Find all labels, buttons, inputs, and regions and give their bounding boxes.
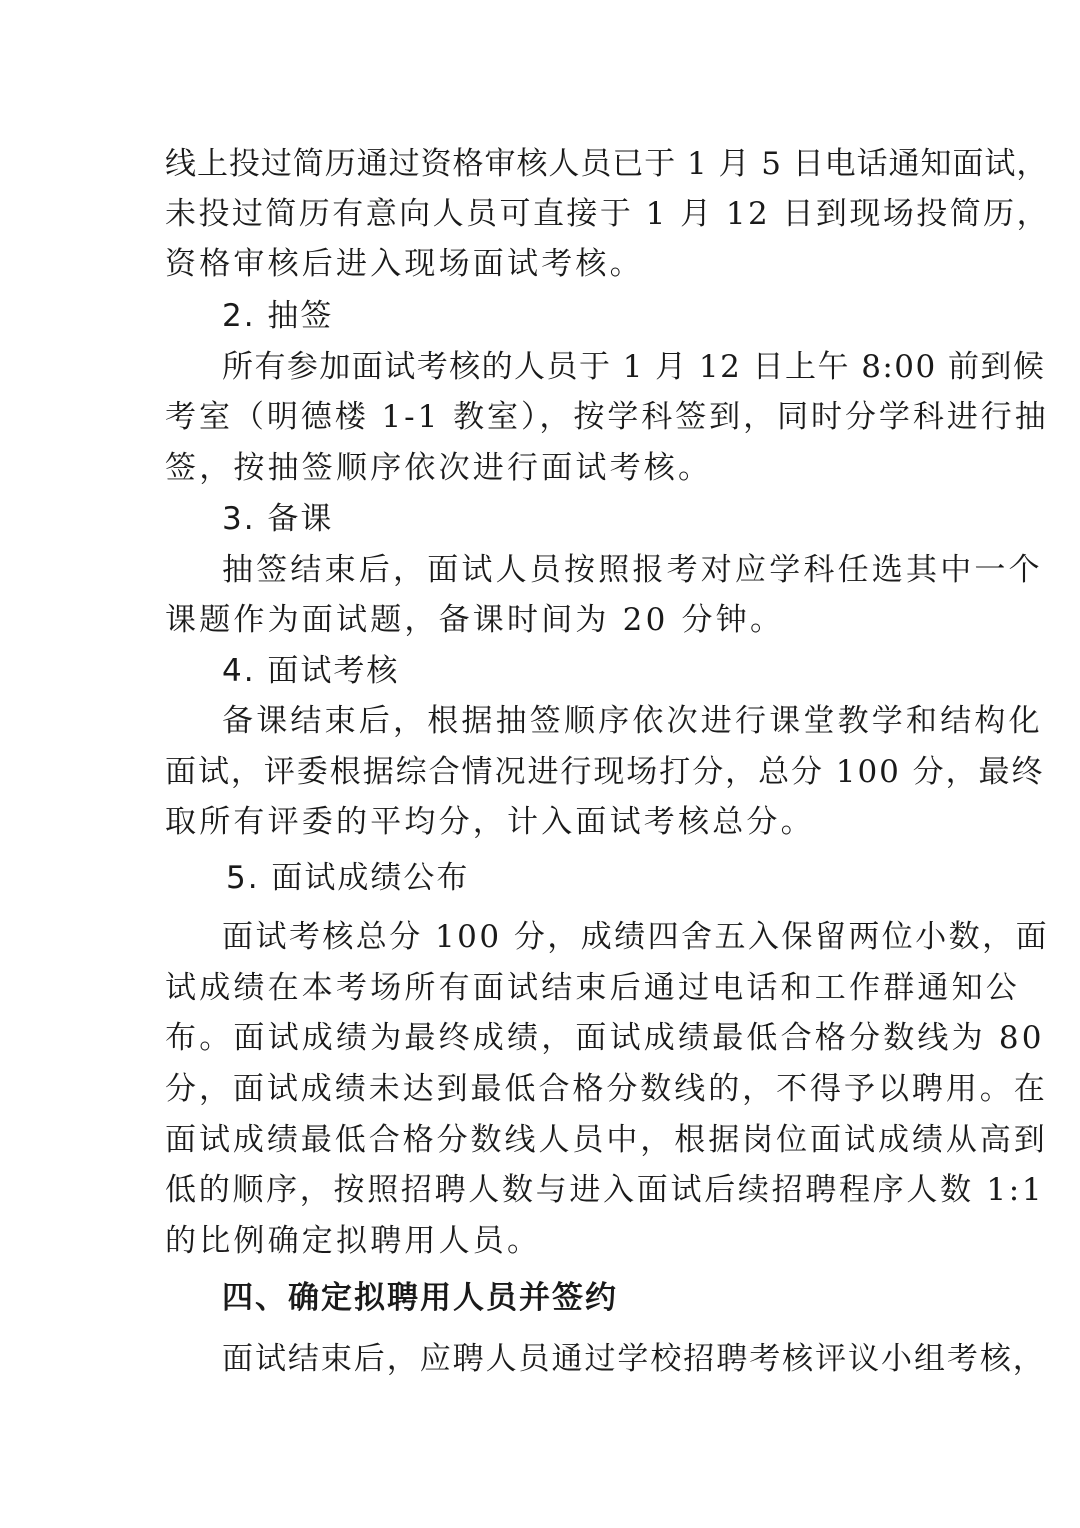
section-heading-interview: 4. 面试考核 xyxy=(222,653,400,689)
section-heading-results: 5. 面试成绩公布 xyxy=(226,860,470,896)
paragraph-line: 面试考核总分 100 分，成绩四舍五入保留两位小数，面 xyxy=(222,919,1050,955)
intro-line: 资格审核后进入现场面试考核。 xyxy=(165,246,644,282)
paragraph-line: 面试成绩最低合格分数线人员中，根据岗位面试成绩从高到 xyxy=(165,1122,1048,1158)
paragraph-line: 布。面试成绩为最终成绩，面试成绩最低合格分数线为 80 xyxy=(165,1020,1045,1056)
paragraph-line: 抽签结束后，面试人员按照报考对应学科任选其中一个 xyxy=(222,552,1043,588)
section-heading-lesson-prep: 3. 备课 xyxy=(222,501,334,537)
paragraph-line: 面试结束后，应聘人员通过学校招聘考核评议小组考核， xyxy=(222,1341,1046,1377)
paragraph-line: 的比例确定拟聘用人员。 xyxy=(165,1223,542,1259)
section-heading-lottery: 2. 抽签 xyxy=(222,298,334,334)
paragraph-line: 所有参加面试考核的人员于 1 月 12 日上午 8:00 前到候 xyxy=(222,349,1046,385)
intro-line: 线上投过简历通过资格审核人员已于 1 月 5 日电话通知面试， xyxy=(165,146,1049,182)
paragraph-line: 面试，评委根据综合情况进行现场打分，总分 100 分，最终 xyxy=(165,754,1045,790)
part-four-heading: 四、确定拟聘用人员并签约 xyxy=(222,1280,618,1316)
paragraph-line: 低的顺序，按照招聘人数与进入面试后续招聘程序人数 1:1 xyxy=(165,1172,1045,1208)
paragraph-line: 试成绩在本考场所有面试结束后通过电话和工作群通知公 xyxy=(165,970,1020,1006)
paragraph-line: 课题作为面试题，备课时间为 20 分钟。 xyxy=(165,602,785,638)
intro-line: 未投过简历有意向人员可直接于 1 月 12 日到现场投简历， xyxy=(165,196,1051,232)
paragraph-line: 备课结束后，根据抽签顺序依次进行课堂教学和结构化 xyxy=(222,703,1043,739)
paragraph-line: 考室（明德楼 1-1 教室），按学科签到，同时分学科进行抽 xyxy=(165,399,1049,435)
paragraph-line: 签，按抽签顺序依次进行面试考核。 xyxy=(165,450,713,486)
paragraph-line: 取所有评委的平均分，计入面试考核总分。 xyxy=(165,804,815,840)
paragraph-line: 分，面试成绩未达到最低合格分数线的，不得予以聘用。在 xyxy=(165,1071,1048,1107)
